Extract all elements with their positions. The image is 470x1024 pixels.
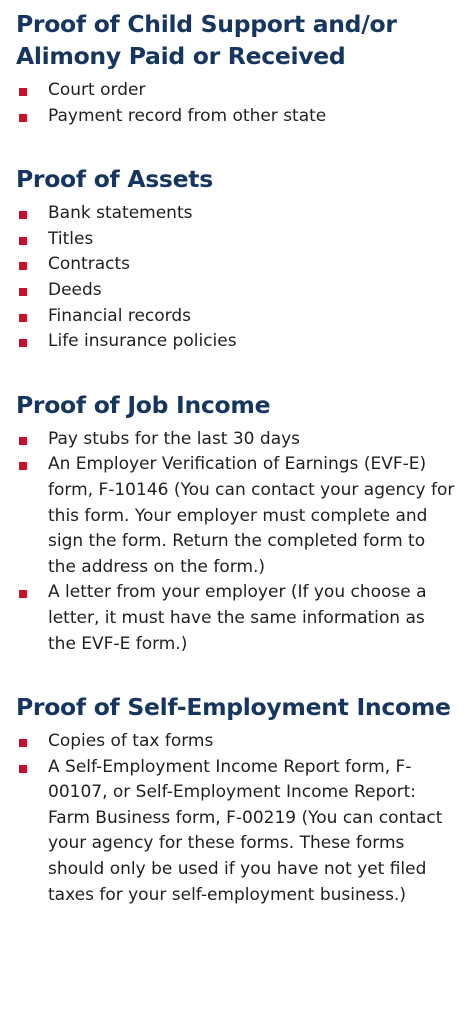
square-bullet-icon [19, 288, 27, 296]
section-job-income [16, 389, 456, 657]
list-item [16, 201, 456, 227]
list-item-text: Contracts [48, 254, 130, 275]
list-item-text: Pay stubs for the last 30 days [48, 428, 301, 449]
section-assets [16, 163, 456, 355]
square-bullet-icon [19, 765, 27, 773]
square-bullet-icon [19, 462, 27, 470]
list-item-text: Titles [48, 228, 94, 249]
list-item [16, 104, 456, 130]
square-bullet-icon [19, 114, 27, 122]
square-bullet-icon [19, 339, 27, 347]
list-item-text: Payment record from other state [48, 105, 327, 126]
square-bullet-icon [19, 590, 27, 598]
square-bullet-icon [19, 262, 27, 270]
square-bullet-icon [19, 739, 27, 747]
list-item-text: Court order [48, 80, 146, 100]
list-item [16, 452, 456, 580]
bullet-list [16, 201, 456, 355]
list-item [16, 580, 456, 657]
list-item-text: A Self-Employment Income Report form, F-00107, or Self-Employment Income Report: Farm Business form, F-00219 (You can contact your agency for these forms. These forms should only be used if you have not yet filed taxes for your self-employment business.) [48, 756, 443, 905]
section-child-support [16, 8, 456, 129]
square-bullet-icon [19, 211, 27, 219]
list-item [16, 252, 456, 278]
section-heading: Proof of Child Support and/or Alimony Paid or Received [16, 10, 397, 70]
section-heading: Proof of Job Income [16, 390, 271, 419]
list-item-text: Deeds [48, 279, 102, 300]
list-item-text: Life insurance policies [48, 331, 237, 352]
bullet-list [16, 427, 456, 657]
list-item [16, 729, 456, 755]
square-bullet-icon [19, 314, 27, 322]
list-item-text: A letter from your employer (If you choose a letter, it must have the same information as the EVF-E form.) [48, 582, 427, 654]
list-item-text: Copies of tax forms [48, 731, 214, 752]
square-bullet-icon [19, 88, 27, 96]
section-self-employment [16, 691, 456, 908]
bullet-list [16, 729, 456, 908]
list-item-text: Financial records [48, 305, 192, 326]
section-heading: Proof of Self-Employment Income [16, 693, 451, 722]
list-item-text: Bank statements [48, 203, 193, 224]
list-item [16, 278, 456, 304]
list-item [16, 329, 456, 355]
list-item [16, 78, 456, 104]
bullet-list [16, 78, 456, 129]
list-item [16, 427, 456, 453]
square-bullet-icon [19, 237, 27, 245]
section-heading: Proof of Assets [16, 165, 213, 194]
list-item [16, 755, 456, 909]
square-bullet-icon [19, 437, 27, 445]
list-item-text: An Employer Verification of Earnings (EVF-E) form, F-10146 (You can contact your agency for this form. Your employer must complete and sign the form. Return the completed form to the address on the form.) [48, 454, 455, 577]
list-item [16, 227, 456, 253]
list-item [16, 304, 456, 330]
